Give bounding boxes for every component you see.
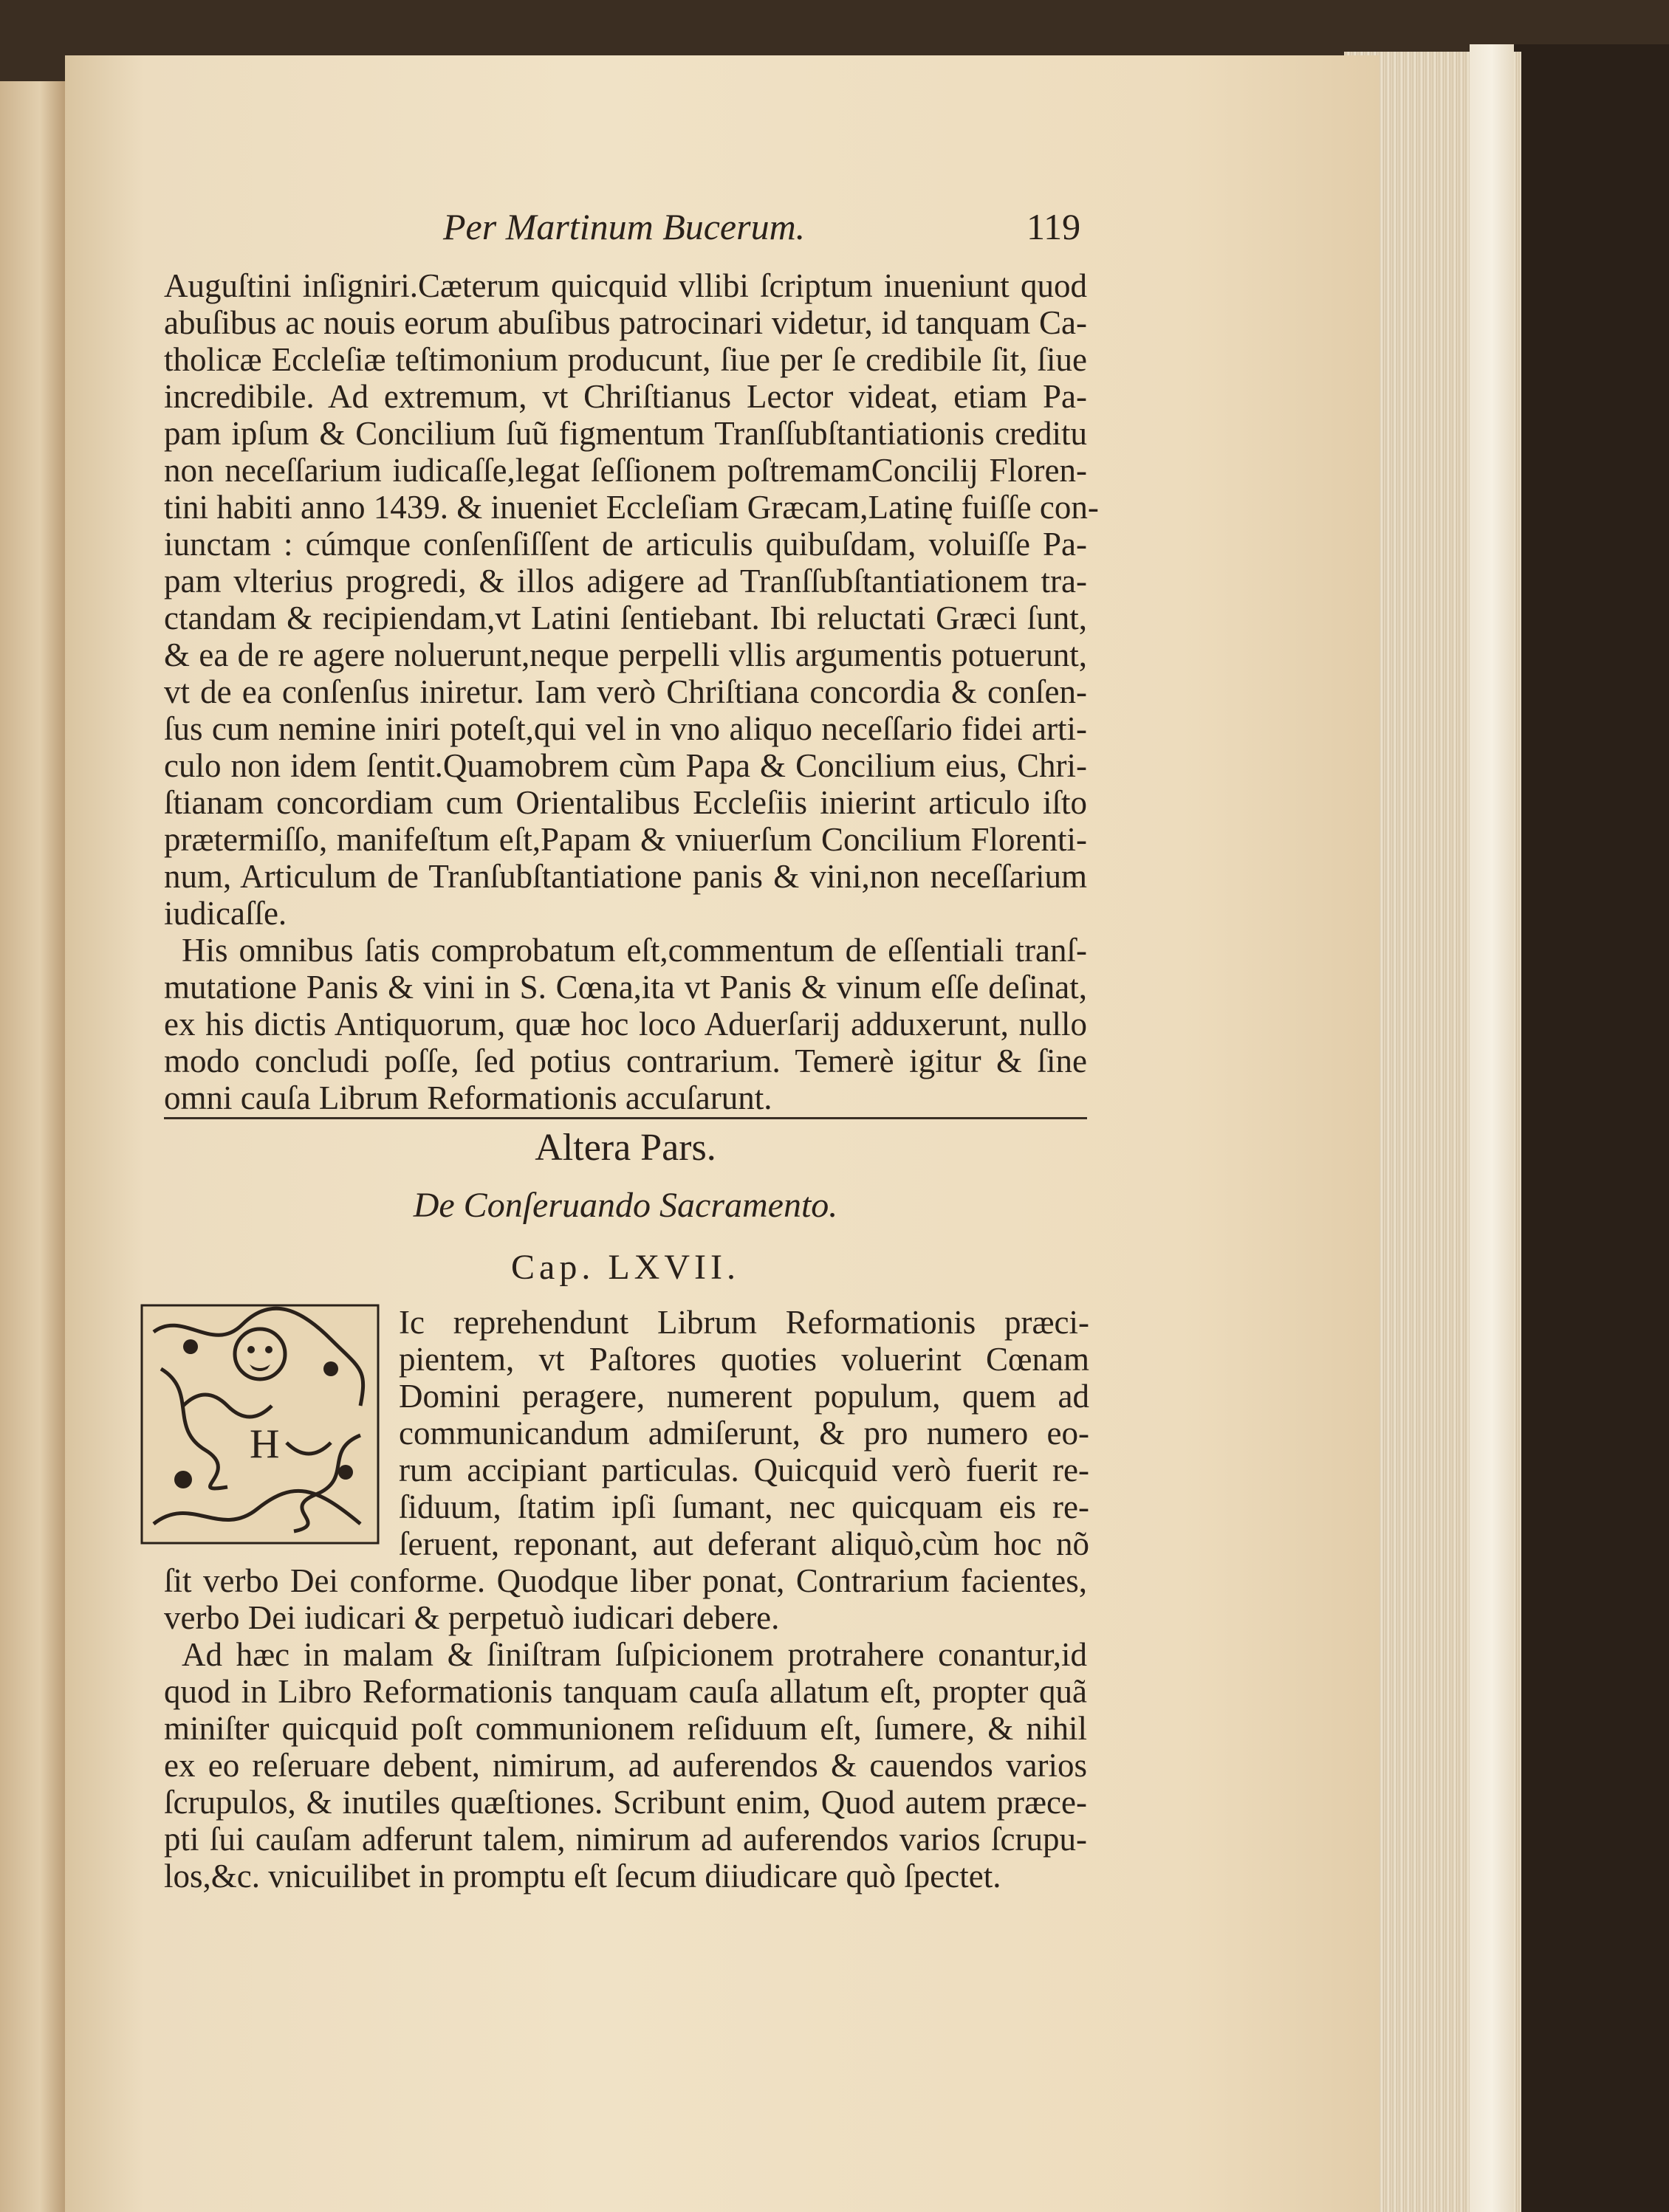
text-line: ſus cum nemine iniri poteſt,qui vel in vno aliquo neceſſario fidei arti- bbox=[164, 710, 1087, 747]
text-line: incredibile. Ad extremum, vt Chriſtianus Lector videat, etiam Pa- bbox=[164, 378, 1087, 415]
text-line: los,&c. vnicuilibet in promptu eſt ſecum diiudicare quò ſpectet. bbox=[164, 1858, 1001, 1895]
running-head: Per Martinum Bucerum. bbox=[443, 206, 806, 247]
text-line: communicandum admiſerunt, & pro numero eo- bbox=[399, 1415, 1089, 1452]
text-line: His omnibus ſatis comprobatum eſt,commentum de eſſentiali tranſ- bbox=[182, 932, 1087, 969]
initial-letter: H bbox=[250, 1421, 280, 1467]
text-line: vt de ea conſenſus iniretur. Iam verò Chriſtiana concordia & conſen- bbox=[164, 673, 1087, 710]
paragraph-3 bbox=[164, 1636, 1087, 1895]
background-shadow bbox=[1514, 44, 1669, 2212]
chapter-opening bbox=[399, 1304, 1089, 1562]
text-line: prætermiſſo, manifeſtum eſt,Papam & vniuerſum Concilium Florenti- bbox=[164, 821, 1087, 858]
text-line: rum accipiant particulas. Quicquid verò fuerit re- bbox=[399, 1452, 1089, 1488]
text-line: iunctam : cúmque conſenſiſſent de articulis quibuſdam, voluiſſe Pa- bbox=[164, 526, 1087, 563]
paragraph-1 bbox=[164, 267, 1099, 932]
text-line: omni cauſa Librum Reformationis accuſarunt. bbox=[164, 1079, 772, 1116]
facing-page-edge bbox=[0, 81, 66, 2212]
text-line: non neceſſarium iudicaſſe,legat ſeſſionem poſtremamConcilij Floren- bbox=[164, 452, 1087, 489]
text-line: modo concludi poſſe, ſed potius contrarium. Temerè igitur & ſine bbox=[164, 1043, 1087, 1079]
chapter-continuation bbox=[164, 1562, 1087, 1636]
text-line: ſiduum, ſtatim ipſi ſumant, nec quicquam eis re- bbox=[399, 1488, 1089, 1525]
text-line: ſeruent, reponant, aut deferant aliquò,cùm hoc nõ bbox=[399, 1525, 1089, 1562]
book-cover-edge bbox=[1470, 44, 1514, 2212]
text-line: ctandam & recipiendam,vt Latini ſentiebant. Ibi reluctati Græci ſunt, bbox=[164, 600, 1087, 636]
section-subtitle: De Conſeruando Sacramento. bbox=[413, 1186, 838, 1225]
text-line: & ea de re agere noluerunt,neque perpelli vllis argumentis potuerunt, bbox=[164, 636, 1087, 673]
section-rule bbox=[164, 1117, 1087, 1119]
text-line: tini habiti anno 1439. & inueniet Eccleſiam Græcam,Latinę fuiſſe con- bbox=[164, 489, 1099, 526]
text-line: ex eo reſeruare debent, nimirum, ad auferendos & cauendos varios bbox=[164, 1747, 1087, 1784]
text-line: num, Articulum de Tranſubſtantiatione panis & vini,non neceſſarium bbox=[164, 858, 1087, 895]
text-line: ſit verbo Dei conforme. Quodque liber ponat, Contrarium facientes, bbox=[164, 1562, 1087, 1599]
text-line: iudicaſſe. bbox=[164, 895, 287, 932]
decorated-initial-ornament bbox=[139, 1302, 381, 1546]
page-header bbox=[443, 208, 1108, 253]
text-line: pam ipſum & Concilium ſuũ figmentum Tranſſubſtantiationis creditu bbox=[164, 415, 1087, 452]
text-line: miniſter quicquid poſt communionem reſiduum eſt, ſumere, & nihil bbox=[164, 1710, 1087, 1747]
text-line: abuſibus ac nouis eorum abuſibus patrocinari videtur, id tanquam Ca- bbox=[164, 304, 1087, 341]
text-line: ſcrupulos, & inutiles quæſtiones. Scribunt enim, Quod autem præce- bbox=[164, 1784, 1087, 1821]
text-line: ex his dictis Antiquorum, quæ hoc loco Aduerſarij adduxerunt, nullo bbox=[164, 1006, 1087, 1043]
part-heading: Altera Pars. bbox=[535, 1127, 716, 1169]
text-line: tholicæ Eccleſiæ teſtimonium producunt, ſiue per ſe credibile ſit, ſiue bbox=[164, 341, 1087, 378]
text-line: pam vlterius progredi, & illos adigere ad Tranſſubſtantiationem tra- bbox=[164, 563, 1087, 600]
paragraph-2 bbox=[164, 932, 1087, 1116]
text-line: verbo Dei iudicari & perpetuò iudicari debere. bbox=[164, 1599, 780, 1636]
text-line: pti ſui cauſam adferunt talem, nimirum ad auferendos varios ſcrupu- bbox=[164, 1821, 1087, 1858]
text-line: mutatione Panis & vini in S. Cœna,ita vt Panis & vinum eſſe deſinat, bbox=[164, 969, 1087, 1006]
chapter-heading: Cap. LXVII. bbox=[511, 1248, 740, 1287]
text-line: Auguſtini inſigniri.Cæterum quicquid vllibi ſcriptum inueniunt quod bbox=[164, 267, 1087, 304]
text-line: quod in Libro Reformationis tanquam cauſa allatum eſt, propter quã bbox=[164, 1673, 1087, 1710]
text-line: Ic reprehendunt Librum Reformationis præci- bbox=[399, 1304, 1089, 1341]
page-number: 119 bbox=[1027, 206, 1081, 247]
text-line: culo non idem ſentit.Quamobrem cùm Papa & Concilium eius, Chri- bbox=[164, 747, 1087, 784]
text-line: ſtianam concordiam cum Orientalibus Eccleſiis inierint articulo iſto bbox=[164, 784, 1087, 821]
text-line: pientem, vt Paſtores quoties voluerint Cœnam bbox=[399, 1341, 1089, 1378]
text-line: Domini peragere, numerent populum, quem ad bbox=[399, 1378, 1089, 1415]
text-line: Ad hæc in malam & ſiniſtram ſuſpicionem protrahere conantur,id bbox=[182, 1636, 1087, 1673]
